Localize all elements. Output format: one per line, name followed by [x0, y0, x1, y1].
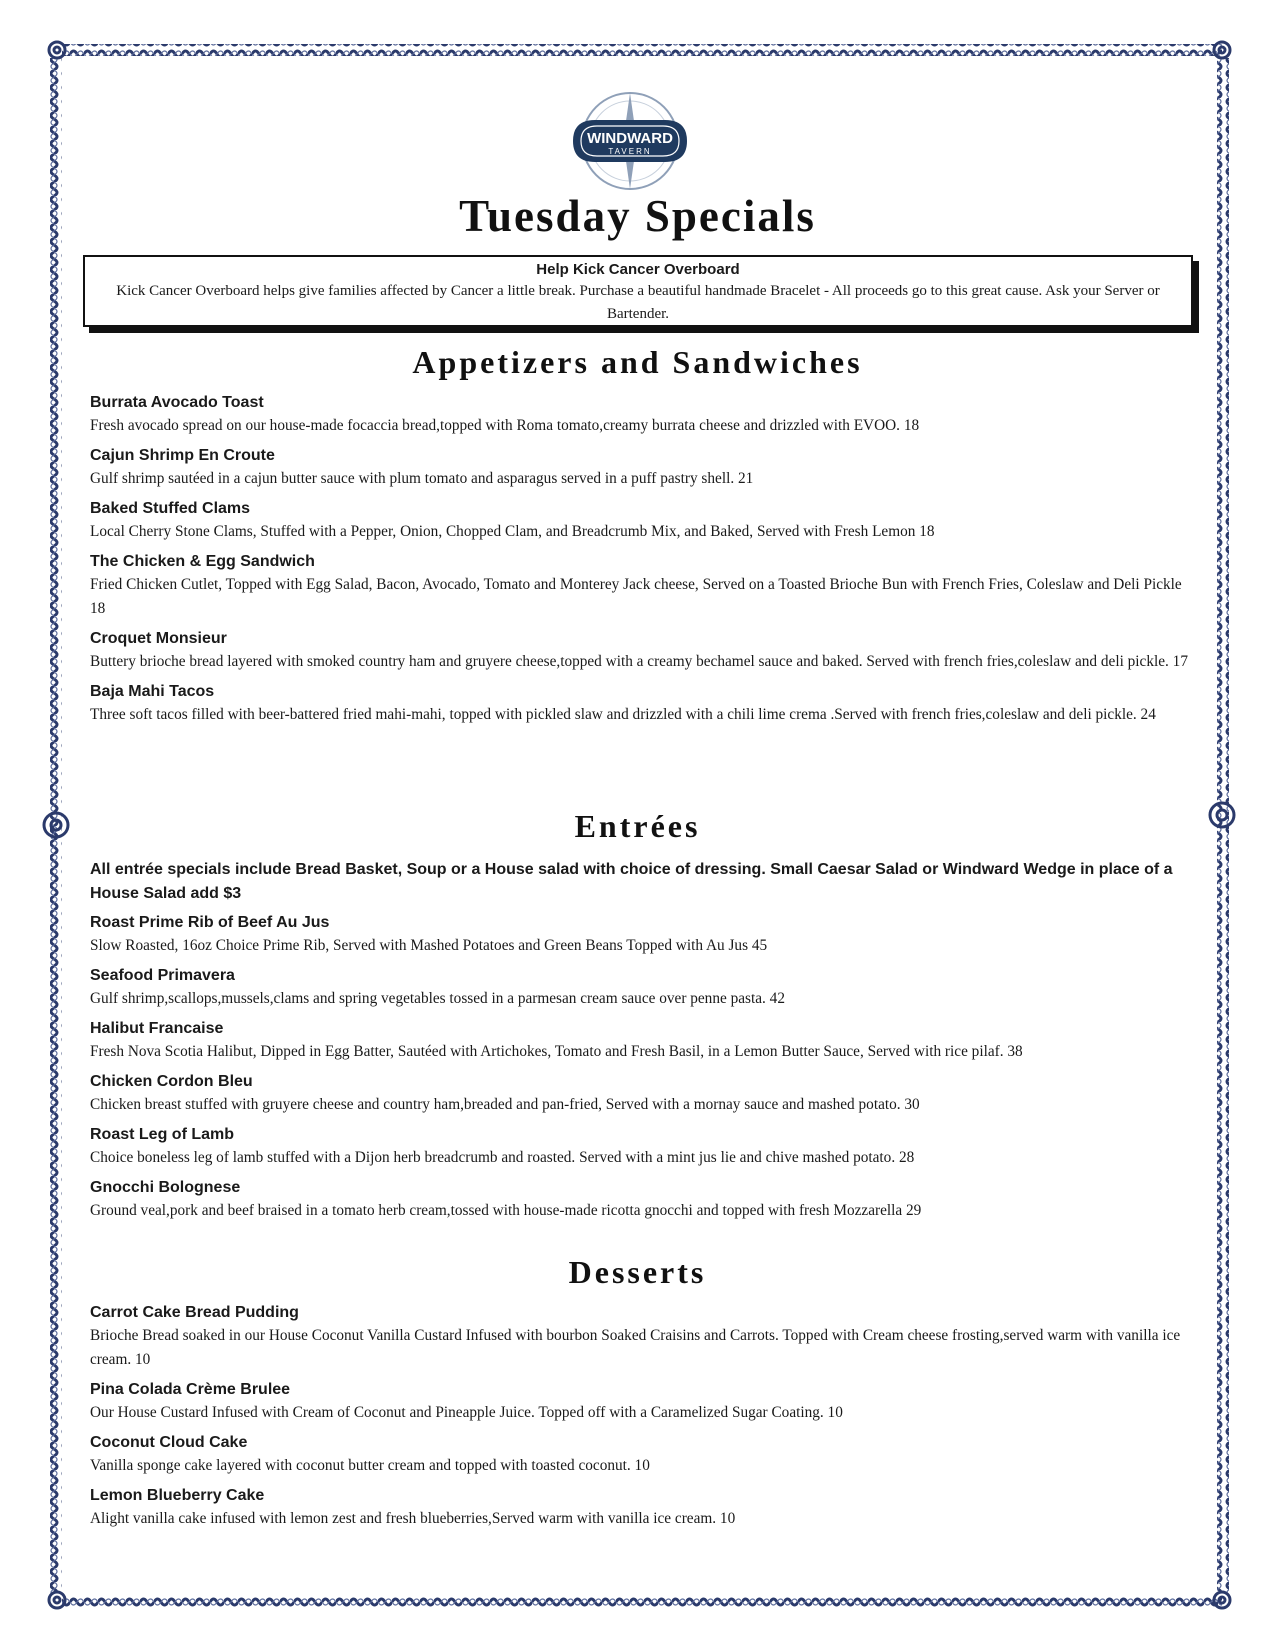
appetizers-list	[90, 392, 1190, 734]
item-description: Buttery brioche bread layered with smoked country ham and gruyere cheese,topped with a creamy bechamel sauce and baked. Served with french fries,coleslaw and deli pickle. 17	[90, 653, 1188, 670]
item-name: Roast Leg of Lamb	[90, 1126, 235, 1143]
item-name: The Chicken & Egg Sandwich	[90, 553, 315, 570]
item-name: Cajun Shrimp En Croute	[90, 447, 275, 464]
item-description: Fresh Nova Scotia Halibut, Dipped in Egg Batter, Sautéed with Artichokes, Tomato and Fresh Basil, in a Lemon Butter Sauce, Served with rice pilaf. 38	[90, 1043, 1023, 1060]
notice-box	[83, 255, 1193, 327]
item-name: Pina Colada Crème Brulee	[90, 1381, 291, 1398]
item-description: Gulf shrimp,scallops,mussels,clams and spring vegetables tossed in a parmesan cream sauce over penne pasta. 42	[90, 990, 785, 1007]
item-name: Croquet Monsieur	[90, 630, 227, 647]
menu-item	[90, 392, 1190, 438]
item-name: Coconut Cloud Cake	[90, 1434, 248, 1451]
desserts-list	[90, 1302, 1190, 1538]
menu-item	[90, 965, 1190, 1011]
item-description: Brioche Bread soaked in our House Coconut Vanilla Custard Infused with bourbon Soaked Craisins and Carrots. Topped with Cream cheese frosting,served warm with vanilla ice cream. 10	[90, 1327, 1181, 1368]
item-name: Chicken Cordon Bleu	[90, 1073, 253, 1090]
menu-item	[90, 1379, 1190, 1425]
item-name: Halibut Francaise	[90, 1020, 224, 1037]
menu-item	[90, 1124, 1190, 1170]
menu-item	[90, 1485, 1190, 1531]
item-description: Alight vanilla cake infused with lemon zest and fresh blueberries,Served warm with vanilla ice cream. 10	[90, 1510, 736, 1527]
menu-item	[90, 551, 1190, 621]
item-description: Ground veal,pork and beef braised in a tomato herb cream,tossed with house-made ricotta gnocchi and topped with fresh Mozzarella 29	[90, 1202, 922, 1219]
section-heading-appetizers: Appetizers and Sandwiches	[412, 344, 863, 380]
item-description: Gulf shrimp sautéed in a cajun butter sauce with plum tomato and asparagus served in a puff pastry shell. 21	[90, 470, 754, 487]
entree-note: All entrée specials include Bread Basket, Soup or a House salad with choice of dressing. Small Caesar Salad or Windward Wedge in place of a House Salad add $3	[90, 861, 1173, 902]
item-description: Slow Roasted, 16oz Choice Prime Rib, Served with Mashed Potatoes and Green Beans Topped with Au Jus 45	[90, 937, 768, 954]
menu-item	[90, 912, 1190, 958]
section-heading-desserts: Desserts	[568, 1254, 707, 1290]
menu-item	[90, 498, 1190, 544]
item-name: Baja Mahi Tacos	[90, 683, 215, 700]
entrees-list	[90, 858, 1190, 1230]
notice-body: Kick Cancer Overboard helps give families affected by Cancer a little break. Purchase a beautiful handmade Bracelet - All proceeds go to this great cause. Ask your Server or Bartender.	[116, 283, 1160, 322]
item-name: Seafood Primavera	[90, 967, 235, 984]
item-name: Lemon Blueberry Cake	[90, 1487, 265, 1504]
menu-item	[90, 1018, 1190, 1064]
item-description: Local Cherry Stone Clams, Stuffed with a Pepper, Onion, Chopped Clam, and Breadcrumb Mix, and Baked, Served with Fresh Lemon 18	[90, 523, 935, 540]
item-description: Choice boneless leg of lamb stuffed with a Dijon herb breadcrumb and roasted. Served with a mint jus lie and chive mashed potato. 28	[90, 1149, 915, 1166]
item-name: Roast Prime Rib of Beef Au Jus	[90, 914, 330, 931]
item-description: Chicken breast stuffed with gruyere cheese and country ham,breaded and pan-fried, Served with a mornay sauce and mashed potato. 30	[90, 1096, 920, 1113]
windward-tavern-logo	[555, 90, 705, 192]
item-name: Burrata Avocado Toast	[90, 394, 264, 411]
menu-item	[90, 628, 1190, 674]
page-title: Tuesday Specials	[459, 191, 816, 241]
item-description: Our House Custard Infused with Cream of Coconut and Pineapple Juice. Topped off with a Caramelized Sugar Coating. 10	[90, 1404, 843, 1421]
menu-item	[90, 1177, 1190, 1223]
svg-text:WINDWARD: WINDWARD	[587, 130, 673, 147]
item-name: Carrot Cake Bread Pudding	[90, 1304, 299, 1321]
svg-text:TAVERN: TAVERN	[608, 147, 652, 156]
menu-item	[90, 1071, 1190, 1117]
item-description: Fresh avocado spread on our house-made focaccia bread,topped with Roma tomato,creamy burrata cheese and drizzled with EVOO. 18	[90, 417, 920, 434]
menu-item	[90, 1302, 1190, 1372]
item-description: Vanilla sponge cake layered with coconut butter cream and topped with toasted coconut. 10	[90, 1457, 650, 1474]
menu-item	[90, 1432, 1190, 1478]
item-description: Three soft tacos filled with beer-battered fried mahi-mahi, topped with pickled slaw and drizzled with a chili lime crema .Served with french fries,coleslaw and deli pickle. 24	[90, 706, 1156, 723]
item-description: Fried Chicken Cutlet, Topped with Egg Salad, Bacon, Avocado, Tomato and Monterey Jack cheese, Served on a Toasted Brioche Bun with French Fries, Coleslaw and Deli Pickle 18	[90, 576, 1182, 617]
notice-title: Help Kick Cancer Overboard	[536, 261, 740, 278]
item-name: Baked Stuffed Clams	[90, 500, 251, 517]
section-heading-entrees: Entrées	[574, 808, 701, 844]
menu-item	[90, 445, 1190, 491]
item-name: Gnocchi Bolognese	[90, 1179, 241, 1196]
menu-item	[90, 681, 1190, 727]
